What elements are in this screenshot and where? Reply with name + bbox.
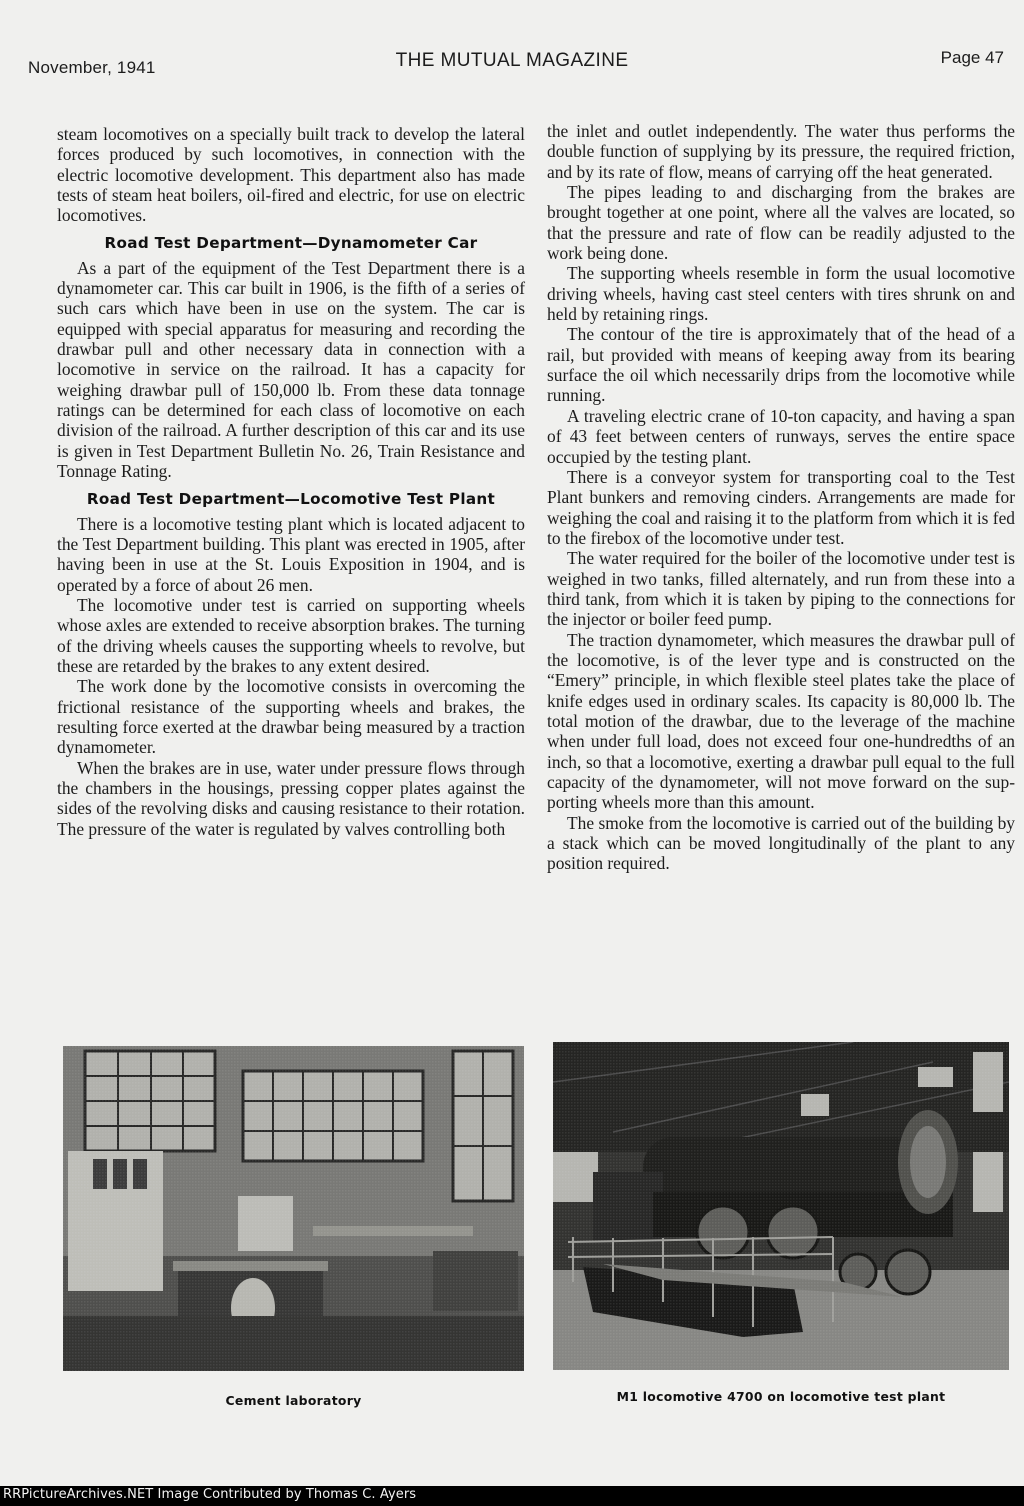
paragraph: The contour of the tire is approximately that of the head of a rail, but provided with means of keeping away from its bearing surface the oil which necessarily drips from the locomotive while running. [547,324,1015,406]
figure-caption: Cement laboratory [225,1393,362,1408]
issue-date: November, 1941 [28,58,156,77]
page-number: Page 47 [940,48,1004,67]
archive-credit-bar [0,1486,1024,1506]
paragraph: As a part of the equipment of the Test Department there is a dynamometer car. This car built in 1906, is the fifth of a series of such cars which have been in use on the system. The car is equipped with special apparatus for measuring and recording the drawbar pull and other necessary data in connection with a locomotive in service on the railroad. It has a capacity for weighing drawbar pull of 150,000 lb. From these data tonnage ratings can be determined for each class of locomotive on each division of the railroad. A further description of this car and its use is given in Test Department Bulletin No. 26, Train Resistance and Tonnage Rating. [57,257,525,482]
paragraph: The supporting wheels resemble in form the usual locomotive driving wheels, having cast steel centers with tires shrunk on and held by retaining rings. [547,263,1015,325]
left-column [57,124,525,839]
paragraph: There is a conveyor system for transporting coal to the Test Plant bunkers and removing cinders. Arrangements are made for weighing the coal and raising it to the platform from which it is fed to the firebox of the locomotive under test. [547,466,1015,548]
paragraph: When the brakes are in use, water under pressure flows through the chambers in the housings, pressing copper plates against the sides of the revolving disks and causing resistance to their rotation. The pressure of the water is regulated by valves controlling both [57,757,525,839]
paragraph: There is a locomotive testing plant which is located adjacent to the Test Department building. This plant was erected in 1905, after having been in use at the St. Louis Exposition in 1904, and is operated by a force of about 26 men. [57,513,525,595]
figure-caption: M1 locomotive 4700 on locomotive test plant [616,1389,946,1404]
paragraph: The water required for the boiler of the locomotive under test is weighed in two tanks, filled alternately, and run from these into a third tank, from which it is taken by piping to the connections for the injector or boiler feed pump. [547,548,1015,630]
section-heading-locomotive-test-plant: Road Test Department—Locomotive Test Plant [86,489,496,508]
publication-title: THE MUTUAL MAGAZINE [395,50,629,71]
paragraph: The traction dynamometer, which measures the drawbar pull of the locomotive, is of the lever type and is constructed on the “Emery” principle, in which flexible steel plates take the place of knife edges used in ordinary scales. Its capacity is 80,000 lb. The total motion of the drawbar, due to the leverage of the machine when under full load, does not exceed four one-hundredths of an inch, so that a locomotive, exerting a drawbar pull equal to the full capacity of the dynamometer, will not move forward on the supporting wheels more than this amount. [547,629,1015,813]
paragraph: The pipes leading to and discharging from the brakes are brought together at one point, where all the valves are located, so that the pressure and rate of flow can be readily adjusted to the work being done. [547,182,1015,264]
section-heading-dynamometer-car: Road Test Department—Dynamometer Car [104,233,478,252]
running-head [0,48,1024,78]
paragraph: steam locomotives on a specially built track to develop the lateral forces produced by such locomotives, in connection with the electric locomotive development. This department also has made tests of steam heat boilers, oil-fired and electric, for use on electric locomotives. [57,124,525,226]
cement-laboratory-photo [63,1046,524,1371]
right-column [547,121,1015,874]
paragraph: the inlet and outlet independently. The water thus performs the double function of supplying by its pressure, the required friction, and by its rate of flow, means of carrying off the heat generated. [547,121,1015,182]
paragraph: The work done by the locomotive consists in overcoming the frictional resistance of the supporting wheels and brakes, the resulting force exerted at the drawbar being measured by a traction dynamometer. [57,676,525,758]
archive-credit-text: RRPictureArchives.NET Image Contributed by Thomas C. Ayers [3,1487,417,1502]
paragraph: The smoke from the locomotive is carried out of the building by a stack which can be moved longitudinally of the plant to any position required. [547,812,1015,874]
paragraph: The locomotive under test is carried on supporting wheels whose axles are extended to receive absorption brakes. The turning of the driving wheels causes the supporting wheels to revolve, but these are retarded by the brakes to any extent desired. [57,594,525,676]
paragraph: A traveling electric crane of 10-ton capacity, and having a span of 43 feet between centers of runways, serves the entire space occupied by the testing plant. [547,405,1015,467]
locomotive-test-plant-photo [553,1042,1009,1370]
